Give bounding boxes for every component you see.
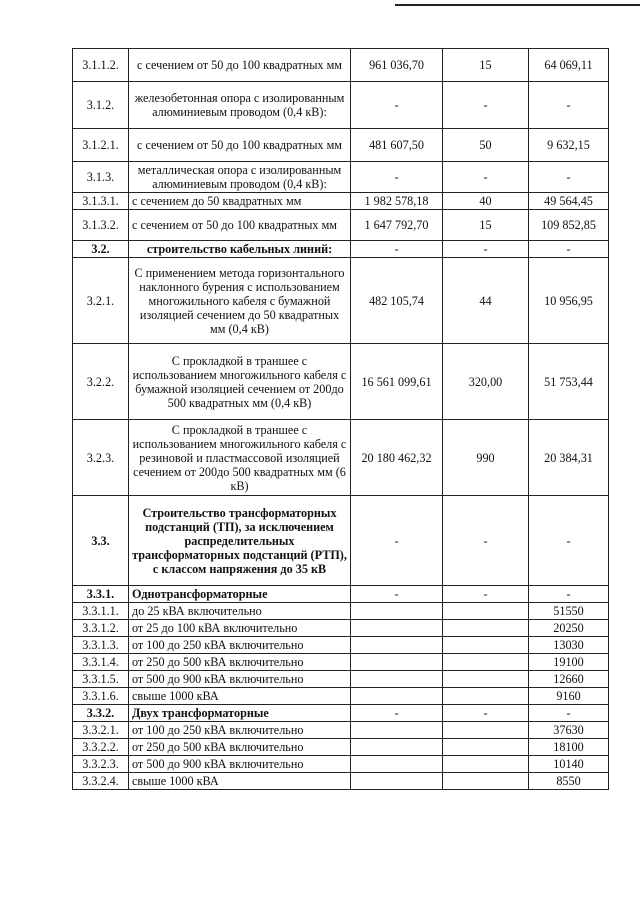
row-quantity: 44 (443, 258, 529, 344)
row-description: металлическая опора с изолированным алюминиевым проводом (0,4 кВ): (129, 162, 351, 193)
row-cost (351, 739, 443, 756)
table-row (73, 344, 609, 420)
row-description: от 100 до 250 кВА включительно (129, 637, 351, 654)
row-number: 3.3.2.2. (73, 739, 129, 756)
table-row (73, 193, 609, 210)
row-description: от 500 до 900 кВА включительно (129, 756, 351, 773)
row-quantity: - (443, 162, 529, 193)
row-number: 3.3.1.4. (73, 654, 129, 671)
row-unit-rate: 13030 (529, 637, 609, 654)
row-quantity: 320,00 (443, 344, 529, 420)
table-row (73, 210, 609, 241)
row-unit-rate: - (529, 241, 609, 258)
row-unit-rate: 19100 (529, 654, 609, 671)
row-number: 3.3.1.2. (73, 620, 129, 637)
row-quantity: 40 (443, 193, 529, 210)
row-quantity (443, 671, 529, 688)
row-description: от 250 до 500 кВА включительно (129, 739, 351, 756)
table-row (73, 241, 609, 258)
row-unit-rate: - (529, 586, 609, 603)
row-number: 3.1.2. (73, 82, 129, 129)
row-number: 3.3.1. (73, 586, 129, 603)
table-row (73, 705, 609, 722)
row-quantity: - (443, 586, 529, 603)
row-number: 3.2.2. (73, 344, 129, 420)
row-cost (351, 654, 443, 671)
row-cost: - (351, 586, 443, 603)
row-unit-rate: 9 632,15 (529, 129, 609, 162)
row-quantity: 15 (443, 49, 529, 82)
table-row (73, 258, 609, 344)
row-quantity (443, 620, 529, 637)
row-number: 3.3. (73, 496, 129, 586)
row-number: 3.3.2. (73, 705, 129, 722)
row-description: с сечением от 50 до 100 квадратных мм (129, 210, 351, 241)
row-quantity (443, 773, 529, 790)
row-description: С применением метода горизонтального наклонного бурения с использованием многожильного кабеля с бумажной изоляцией сечением до 50 квадратных мм (0,4 кВ) (129, 258, 351, 344)
top-rule (395, 4, 640, 6)
row-number: 3.3.2.4. (73, 773, 129, 790)
row-description: свыше 1000 кВА (129, 773, 351, 790)
row-cost (351, 603, 443, 620)
table-row (73, 129, 609, 162)
row-cost: 961 036,70 (351, 49, 443, 82)
row-description: от 500 до 900 кВА включительно (129, 671, 351, 688)
row-description: строительство кабельных линий: (129, 241, 351, 258)
table-row (73, 722, 609, 739)
row-unit-rate: - (529, 162, 609, 193)
row-quantity: 15 (443, 210, 529, 241)
row-description: с сечением от 50 до 100 квадратных мм (129, 129, 351, 162)
row-number: 3.1.2.1. (73, 129, 129, 162)
table-row (73, 671, 609, 688)
row-quantity (443, 739, 529, 756)
row-number: 3.3.2.3. (73, 756, 129, 773)
row-cost: 20 180 462,32 (351, 420, 443, 496)
row-number: 3.2.1. (73, 258, 129, 344)
table-row (73, 603, 609, 620)
row-quantity (443, 688, 529, 705)
row-quantity: - (443, 82, 529, 129)
row-cost (351, 722, 443, 739)
row-unit-rate: 9160 (529, 688, 609, 705)
row-quantity (443, 756, 529, 773)
row-unit-rate: 12660 (529, 671, 609, 688)
row-description: железобетонная опора с изолированным алюминиевым проводом (0,4 кВ): (129, 82, 351, 129)
row-description: С прокладкой в траншее с использованием многожильного кабеля с бумажной изоляцией сечением от 200до 500 квадратных мм (0,4 кВ) (129, 344, 351, 420)
table-row (73, 420, 609, 496)
row-cost (351, 688, 443, 705)
row-cost (351, 637, 443, 654)
row-cost: - (351, 496, 443, 586)
table-row (73, 162, 609, 193)
row-number: 3.3.1.3. (73, 637, 129, 654)
row-cost (351, 756, 443, 773)
row-cost: 1 647 792,70 (351, 210, 443, 241)
table-row (73, 620, 609, 637)
row-number: 3.3.1.6. (73, 688, 129, 705)
table-row (73, 586, 609, 603)
row-description: Строительство трансформаторных подстанций (ТП), за исключением распределительных трансформаторных подстанций (РТП), с классом напряжения до 35 кВ (129, 496, 351, 586)
row-number: 3.1.3. (73, 162, 129, 193)
row-quantity: 990 (443, 420, 529, 496)
row-number: 3.2. (73, 241, 129, 258)
row-number: 3.1.3.1. (73, 193, 129, 210)
row-number: 3.1.1.2. (73, 49, 129, 82)
row-unit-rate: - (529, 82, 609, 129)
row-cost: 482 105,74 (351, 258, 443, 344)
row-cost: - (351, 162, 443, 193)
row-description: до 25 кВА включительно (129, 603, 351, 620)
row-cost: - (351, 241, 443, 258)
row-unit-rate: - (529, 705, 609, 722)
row-quantity (443, 603, 529, 620)
row-number: 3.3.1.5. (73, 671, 129, 688)
table-row (73, 637, 609, 654)
row-cost: 16 561 099,61 (351, 344, 443, 420)
row-unit-rate: 8550 (529, 773, 609, 790)
table-row (73, 756, 609, 773)
row-number: 3.2.3. (73, 420, 129, 496)
table-row (73, 654, 609, 671)
row-description: с сечением до 50 квадратных мм (129, 193, 351, 210)
row-unit-rate: 49 564,45 (529, 193, 609, 210)
row-quantity: 50 (443, 129, 529, 162)
row-description: С прокладкой в траншее с использованием многожильного кабеля с резиновой и пластмассовой изоляцией сечением от 200до 500 квадратных мм (6 кВ) (129, 420, 351, 496)
table-row (73, 82, 609, 129)
row-unit-rate: 20250 (529, 620, 609, 637)
row-description: свыше 1000 кВА (129, 688, 351, 705)
table-row (73, 773, 609, 790)
row-quantity: - (443, 241, 529, 258)
row-cost: 1 982 578,18 (351, 193, 443, 210)
table-row (73, 688, 609, 705)
row-cost: 481 607,50 (351, 129, 443, 162)
row-unit-rate: 18100 (529, 739, 609, 756)
row-cost (351, 671, 443, 688)
row-unit-rate: 51550 (529, 603, 609, 620)
row-quantity (443, 654, 529, 671)
row-description: от 25 до 100 кВА включительно (129, 620, 351, 637)
row-number: 3.3.2.1. (73, 722, 129, 739)
row-cost: - (351, 82, 443, 129)
row-quantity: - (443, 496, 529, 586)
row-quantity (443, 637, 529, 654)
row-unit-rate: 64 069,11 (529, 49, 609, 82)
row-unit-rate: 37630 (529, 722, 609, 739)
table-row (73, 739, 609, 756)
row-description: от 250 до 500 кВА включительно (129, 654, 351, 671)
row-cost (351, 773, 443, 790)
row-unit-rate: - (529, 496, 609, 586)
row-unit-rate: 10 956,95 (529, 258, 609, 344)
row-unit-rate: 109 852,85 (529, 210, 609, 241)
row-number: 3.3.1.1. (73, 603, 129, 620)
row-unit-rate: 20 384,31 (529, 420, 609, 496)
row-description: от 100 до 250 кВА включительно (129, 722, 351, 739)
row-description: с сечением от 50 до 100 квадратных мм (129, 49, 351, 82)
row-cost: - (351, 705, 443, 722)
table-row (73, 496, 609, 586)
row-description: Однотрансформаторные (129, 586, 351, 603)
row-unit-rate: 10140 (529, 756, 609, 773)
row-quantity: - (443, 705, 529, 722)
row-unit-rate: 51 753,44 (529, 344, 609, 420)
row-quantity (443, 722, 529, 739)
row-description: Двух трансформаторные (129, 705, 351, 722)
row-cost (351, 620, 443, 637)
table-row (73, 49, 609, 82)
tariff-table (72, 48, 609, 790)
row-number: 3.1.3.2. (73, 210, 129, 241)
